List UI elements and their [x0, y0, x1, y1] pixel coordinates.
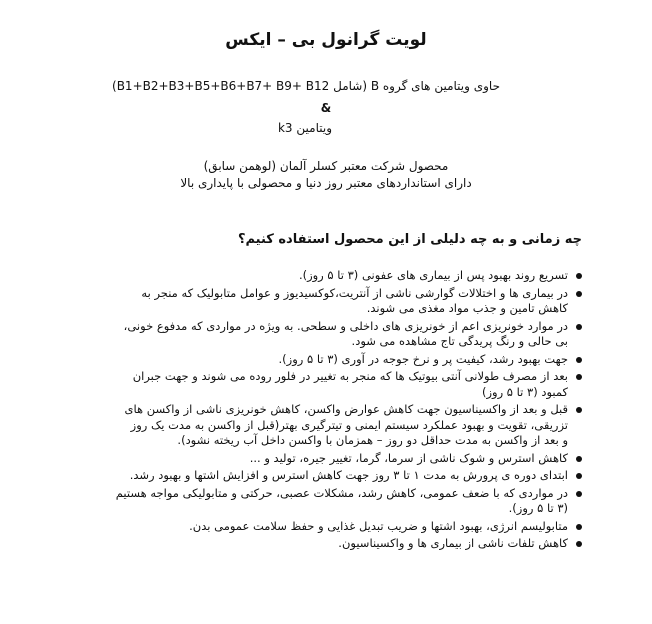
- bullet-line: جهت بهبود رشد، کیفیت پر و نرخ جوجه در آوری (۳ تا ۵ روز).: [278, 351, 568, 366]
- bullet-item: [67, 468, 582, 484]
- bullet-item: [67, 486, 582, 517]
- bullet-dot: [576, 291, 582, 297]
- bullet-line: کاهش تلفات ناشی از بیماری ها و واکسیناسیون.: [338, 536, 568, 550]
- document-title: لویت گرانول بی – ایکس: [225, 30, 427, 50]
- bullet-line: در مواردی که با ضعف عمومی، کاهش رشد، مشکلات عصبی، حرکتی و متابولیکی مواجه هستیم: [115, 485, 568, 500]
- bullet-line: تسریع روند بهبود پس از بیماری های عفونی (۳ تا ۵ روز).: [298, 268, 568, 282]
- bullet-line: در بیماری ها و اختلالات گوارشی ناشی از آنتریت،کوکسیدیوز و عوامل متابولیک که منجر به: [141, 285, 568, 300]
- bullet-line: ابتدای دوره ی پرورش به مدت ۱ تا ۳ روز جهت کاهش استرس و افزایش اشتها و بهبود رشد.: [129, 468, 568, 482]
- bullet-item: [67, 536, 582, 552]
- bullet-item: [67, 402, 582, 449]
- bullet-dot: [576, 273, 582, 279]
- bullet-line: بی حالی و رنگ پریدگی تاج مشاهده می شود.: [351, 334, 568, 348]
- bullet-item: [67, 519, 582, 535]
- bullet-item: [67, 352, 582, 368]
- bullet-item: [67, 268, 582, 284]
- usage-question-heading: چه زمانی و به چه دلیلی از این محصول استفاده کنیم؟: [237, 232, 582, 247]
- bullet-line: تزریقی، تقویت و بهبود عملکرد سیستم ایمنی و تیترگیری بهتر(قبل از واکسن به مدت یک روز: [130, 417, 568, 432]
- bullet-line: متابولیسم انرژی، بهبود اشتها و ضریب تبدیل غذایی و حفظ سلامت عمومی بدن.: [189, 518, 568, 533]
- manufacturer-line: محصول شرکت معتبر کسلر آلمان (لوهمن سابق): [203, 159, 449, 173]
- bullet-line: کاهش استرس و شوک ناشی از سرما، گرما، تغییر جیره، تولید و ...: [249, 450, 568, 465]
- bullet-item: [67, 286, 582, 317]
- bullet-line: کاهش تامین و جذب مواد مغذی می شوند.: [366, 301, 568, 315]
- bullet-line: بعد از مصرف طولانی آنتی بیوتیک ها که منجر به تغییر در فلور روده می شوند و جهت جبران: [132, 369, 568, 383]
- bullet-line: کمبود (۳ تا ۵ روز): [481, 384, 568, 399]
- vitamin-k3-line: ویتامین k3: [277, 121, 332, 135]
- standards-line: دارای استانداردهای معتبر روز دنیا و محصولی با پایداری بالا: [180, 176, 472, 190]
- bullet-dot: [576, 374, 582, 380]
- bullet-item: [67, 451, 582, 467]
- bullet-dot: [576, 491, 582, 497]
- bullet-dot: [576, 541, 582, 547]
- bullet-dot: [576, 473, 582, 479]
- bullet-dot: [576, 407, 582, 413]
- bullet-line: در موارد خونریزی اعم از خونریزی های داخلی و سطحی. به ویژه در مواردی که مدفوع خونی،: [123, 318, 568, 333]
- bullet-dot: [576, 456, 582, 462]
- usage-bullet-list: [67, 268, 582, 554]
- ampersand-line: &: [320, 101, 332, 115]
- bullet-dot: [576, 357, 582, 363]
- vitamin-group-line: حاوی ویتامین های گروه B (شامل B1+B2+B3+B5+B6+B7+ B9+ B12): [112, 79, 500, 93]
- bullet-item: [67, 369, 582, 400]
- bullet-line: و بعد از واکسن به مدت حداقل دو روز – همزمان با واکسن داخل آب ریخته نشود).: [177, 433, 568, 447]
- bullet-line: قبل و بعد از واکسیناسیون جهت کاهش عوارض واکسن، کاهش خونریزی ناشی از واکسن های: [124, 402, 568, 416]
- bullet-item: [67, 319, 582, 350]
- bullet-line: (۳ تا ۵ روز).: [508, 501, 568, 515]
- bullet-dot: [576, 324, 582, 330]
- bullet-dot: [576, 524, 582, 530]
